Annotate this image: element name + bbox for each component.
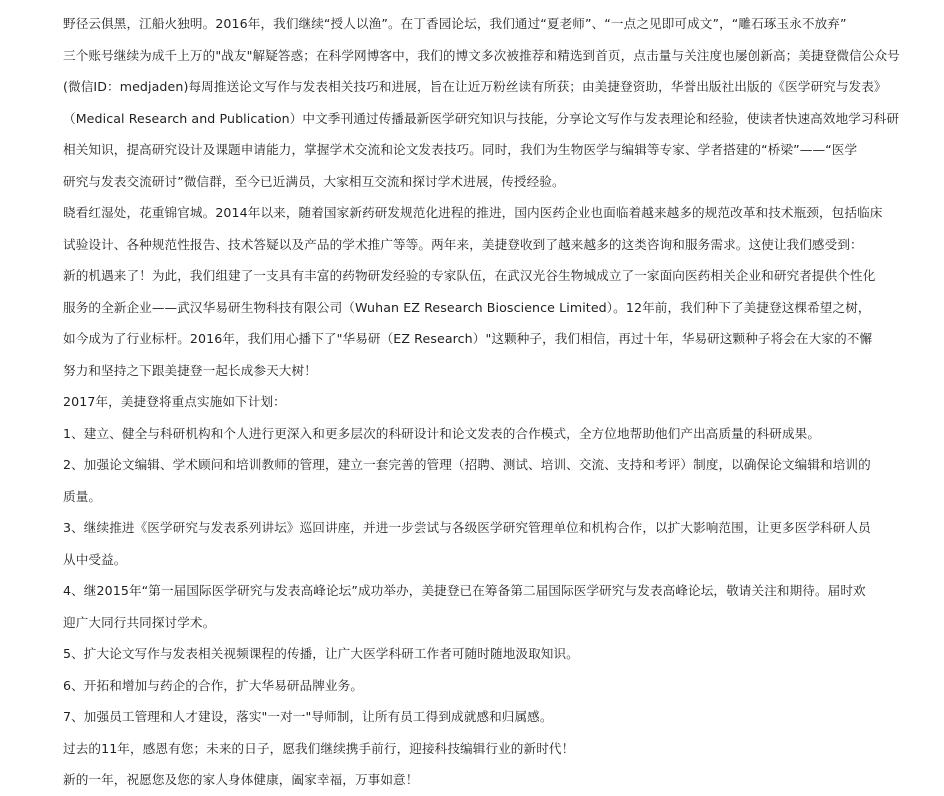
text-line: 晓看红湿处，花重锦官城。2014年以来，随着国家新药研发规范化进程的推进，国内医药企业也面临着越来越多的规范改革和技术瓶颈，包括临床: [63, 205, 883, 220]
text-line: 努力和坚持之下跟美捷登一起长成参天大树！: [63, 362, 317, 378]
article-body: [63, 8, 923, 796]
text-line: （Medical Research and Publication）中文季刊通过传播最新医学研究知识与技能，分享论文写作与发表理论和经验，使读者快速高效地学习科研: [63, 110, 900, 126]
text-line: 野径云俱黑，江船火独明。2016年，我们继续“授人以渔”。在丁香园论坛，我们通过“夏老师”、“一点之见即可成文”，“雕石琢玉永不放弃”: [63, 16, 847, 31]
text-line: 服务的全新企业——武汉华易研生物科技有限公司（Wuhan EZ Research Bioscience Limited）。12年前，我们种下了美捷登这棵希望之树，: [63, 299, 871, 315]
text-line: 三个账号继续为成千上万的"战友"解疑答惑；在科学网博客中，我们的博文多次被推荐和精选到首页，点击量与关注度也屡创新高；美捷登微信公众号: [63, 47, 900, 63]
plan-item-2: 2、加强论文编辑、学术顾问和培训教师的管理，建立一套完善的管理（招聘、测试、培训、交流、支持和考评）制度，以确保论文编辑和培训的: [63, 457, 871, 472]
plan-heading: 2017年，美捷登将重点实施如下计划：: [63, 394, 286, 409]
plan-item-6: 6、开拓和增加与药企的合作，扩大华易研品牌业务。: [63, 677, 364, 693]
greeting-line: 新的一年，祝愿您及您的家人身体健康，阖家幸福，万事如意！: [63, 772, 419, 787]
plan-item-7: 7、加强员工管理和人才建设，落实"一对一"导师制，让所有员工得到成就感和归属感。: [63, 709, 553, 724]
text-line: 试验设计、各种规范性报告、技术答疑以及产品的学术推广等等。两年来，美捷登收到了越来越多的这类咨询和服务需求。这使让我们感受到：: [63, 236, 863, 252]
plan-item-5: 5、扩大论文写作与发表相关视频课程的传播，让广大医学科研工作者可随时随地汲取知识。: [63, 646, 579, 661]
plan-item-2-cont: 质量。: [63, 488, 102, 504]
plan-item-3: 3、继续推进《医学研究与发表系列讲坛》巡回讲座，并进一步尝试与各级医学研究管理单位和机构合作，以扩大影响范围，让更多医学科研人员: [63, 520, 871, 535]
text-line: 研究与发表交流研讨”微信群，至今已近满员，大家相互交流和探讨学术进展，传授经验。: [63, 173, 565, 189]
text-line: 相关知识，提高研究设计及课题申请能力，掌握学术交流和论文发表技巧。同时，我们为生物医学与编辑等专家、学者搭建的“桥梁”——“医学: [63, 142, 858, 157]
plan-item-3-cont: 从中受益。: [63, 551, 127, 567]
text-line: (微信ID：medjaden)每周推送论文写作与发表相关技巧和进展，旨在让近万粉丝读有所获；由美捷登资助，华誉出版社出版的《医学研究与发表》: [63, 79, 887, 94]
plan-item-1: 1、建立、健全与科研机构和个人进行更深入和更多层次的科研设计和论文发表的合作模式，全方位地帮助他们产出高质量的科研成果。: [63, 425, 821, 441]
plan-item-4: 4、继2015年“第一届国际医学研究与发表高峰论坛”成功举办，美捷登已在筹备第二届国际医学研究与发表高峰论坛，敬请关注和期待。届时欢: [63, 583, 866, 598]
closing-line: 过去的11年，感恩有您；未来的日子，愿我们继续携手前行，迎接科技编辑行业的新时代！: [63, 740, 575, 756]
plan-item-4-cont: 迎广大同行共同探讨学术。: [63, 614, 216, 630]
text-line: 新的机遇来了！为此，我们组建了一支具有丰富的药物研发经验的专家队伍，在武汉光谷生物城成立了一家面向医药相关企业和研究者提供个性化: [63, 268, 876, 283]
text-line: 如今成为了行业标杆。2016年，我们用心播下了"华易研（EZ Research）"这颗种子，我们相信，再过十年，华易研这颗种子将会在大家的不懈: [63, 331, 873, 346]
